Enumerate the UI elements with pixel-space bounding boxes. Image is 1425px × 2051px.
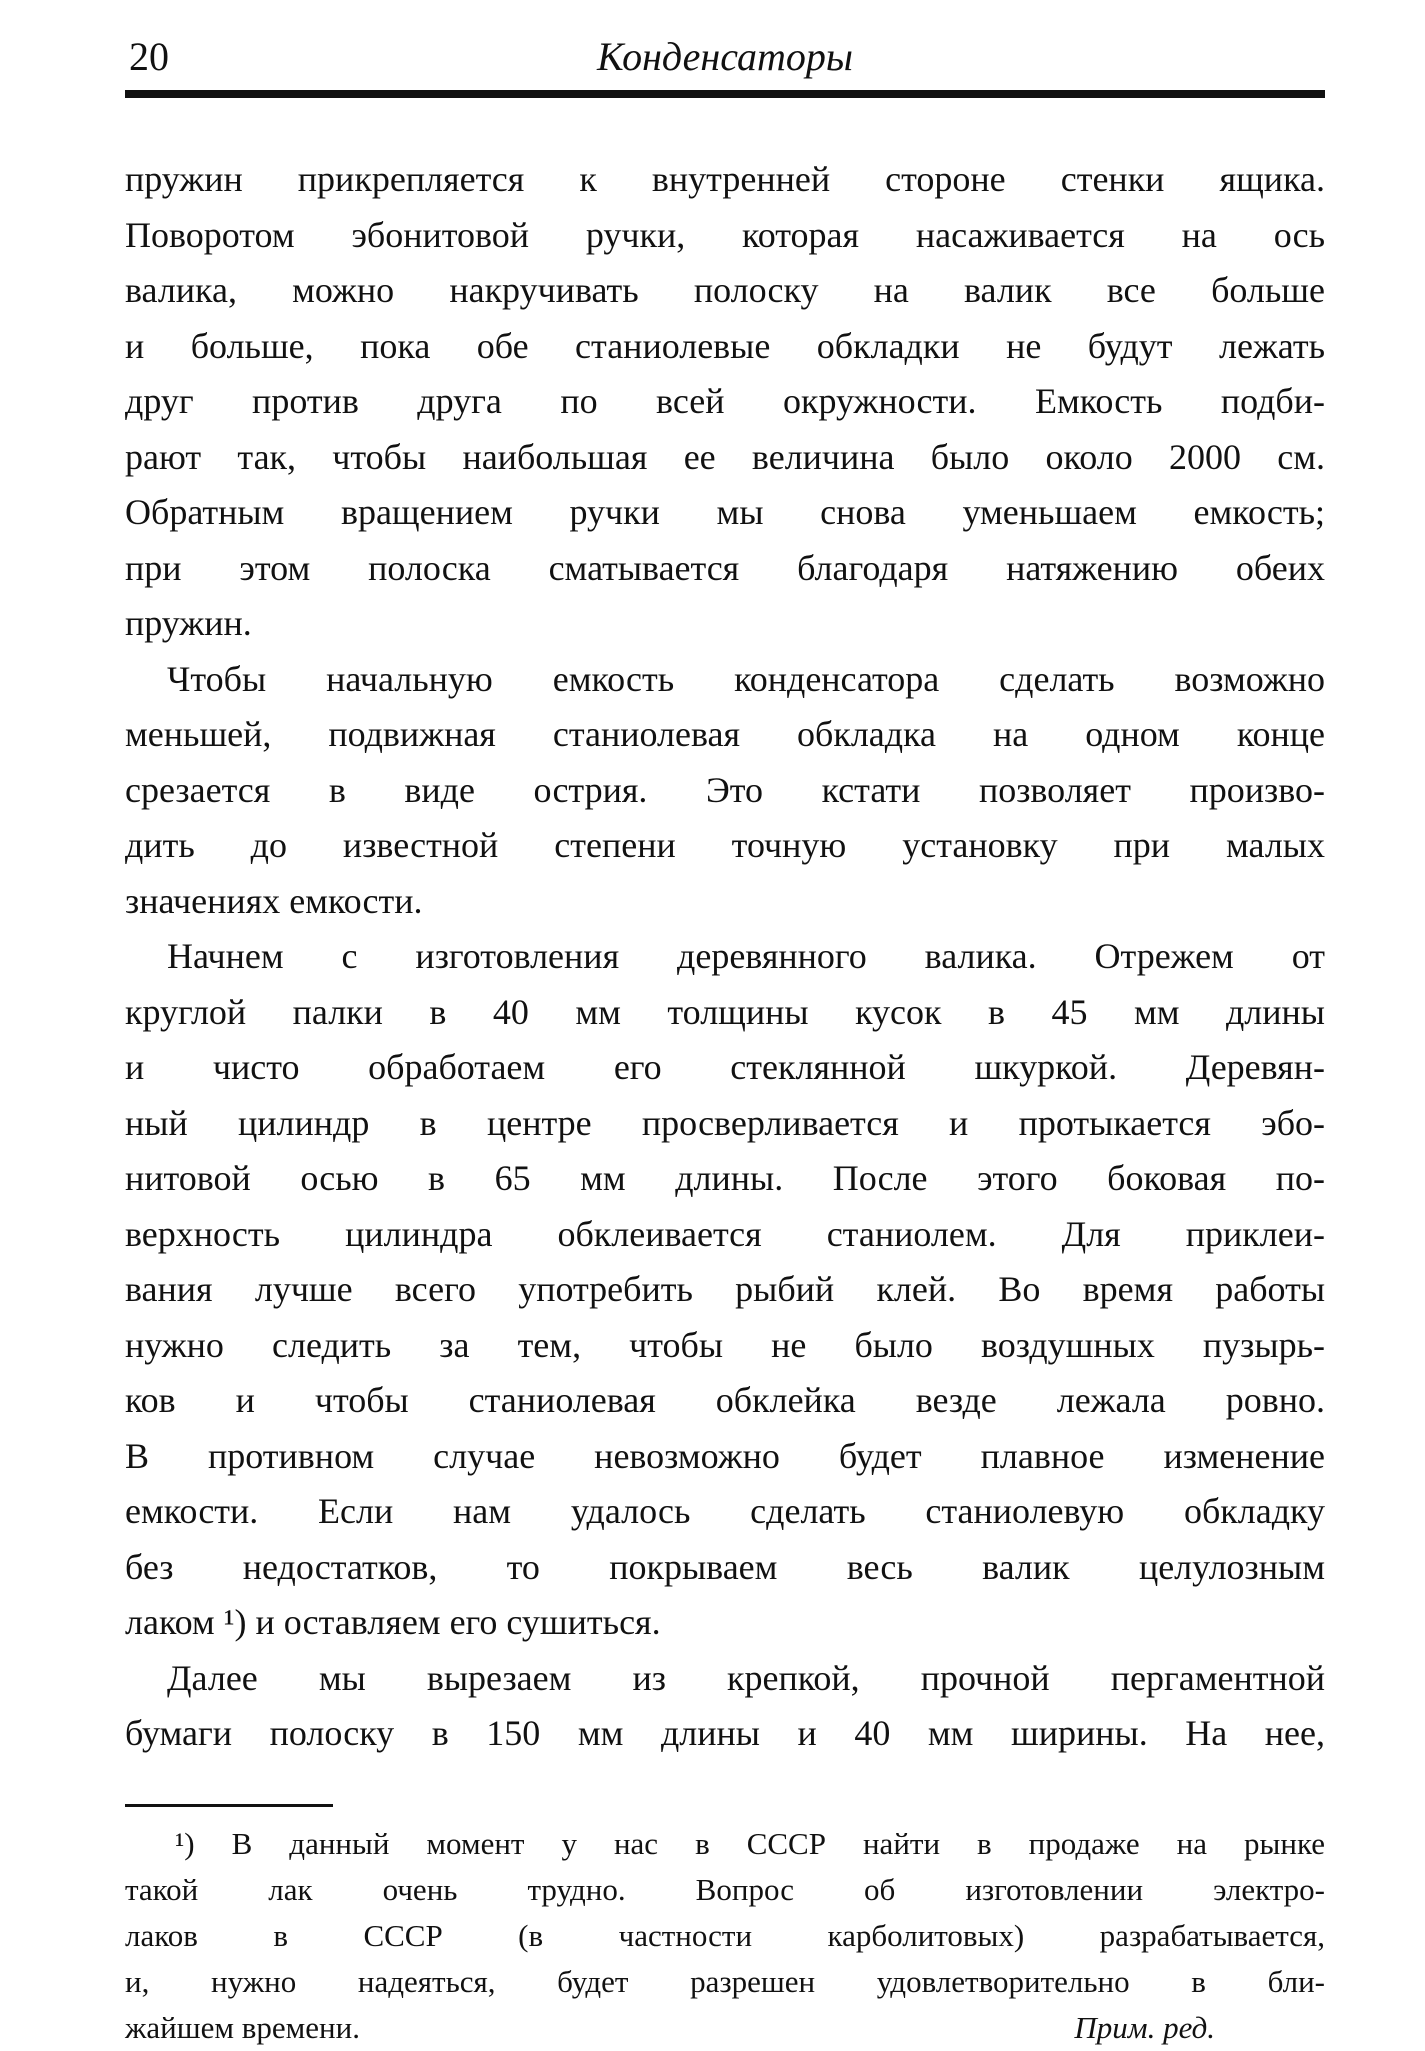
text-line: без недостатков, то покрываем весь валик целулозным <box>125 1546 1325 1587</box>
text-line: емкости. Если нам удалось сделать станиолевую обкладку <box>125 1491 1325 1531</box>
footnote <box>125 1821 1325 2051</box>
running-title: Конденсаторы <box>597 34 853 79</box>
text-line: Поворотом эбонитовой ручки, которая насаживается на ось <box>125 214 1325 255</box>
editor-note: Прим. ред. <box>1074 2009 1215 2045</box>
footnote-last-line <box>125 2005 1325 2051</box>
text-line: нитовой осью в 65 мм длины. После этого боковая по- <box>125 1158 1325 1198</box>
text-line: и больше, пока обе станиолевые обкладки не будут лежать <box>125 325 1325 366</box>
text-line: Начнем с изготовления деревянного валика. Отрежем от <box>167 936 1325 976</box>
paragraph-3 <box>125 929 1325 1651</box>
text-line: Далее мы вырезаем из крепкой, прочной пергаментной <box>167 1657 1325 1698</box>
text-line: лаком ¹) и оставляем его сушиться. <box>125 1602 661 1642</box>
text-line: значениях емкости. <box>125 880 423 921</box>
text-line: ков и чтобы станиолевая обклейка везде лежала ровно. <box>125 1380 1325 1420</box>
text-line: вания лучше всего употребить рыбий клей. Во время работы <box>125 1269 1325 1309</box>
text-line: бумаги полоску в 150 мм длины и 40 мм ширины. На нее, <box>125 1713 1325 1753</box>
text-line: верхность цилиндра обклеивается станиолем. Для приклеи- <box>125 1213 1325 1254</box>
page-number: 20 <box>129 34 169 79</box>
text-line: друг против друга по всей окружности. Емкость подби- <box>125 381 1325 421</box>
text-line: рают так, чтобы наибольшая ее величина было около 2000 см. <box>125 436 1325 477</box>
text-line: нужно следить за тем, чтобы не было воздушных пузырь- <box>125 1324 1325 1365</box>
text-line: при этом полоска сматывается благодаря натяжению обеих <box>125 547 1325 588</box>
text-line: пружин прикрепляется к внутренней стороне стенки ящика. <box>125 159 1325 199</box>
text-line: Обратным вращением ручки мы снова уменьшаем емкость; <box>125 492 1325 532</box>
page-header <box>125 28 1325 86</box>
body-text <box>125 152 1325 1762</box>
text-line: срезается в виде острия. Это кстати позволяет произво- <box>125 769 1325 810</box>
footnote-line: и, нужно надеяться, будет разрешен удовлетворительно в бли- <box>125 1963 1325 1999</box>
text-line: меньшей, подвижная станиолевая обкладка на одном конце <box>125 714 1325 754</box>
text-line: В противном случае невозможно будет плавное изменение <box>125 1435 1325 1476</box>
footnote-rule <box>125 1804 333 1807</box>
text-line: ный цилиндр в центре просверливается и протыкается эбо- <box>125 1102 1325 1143</box>
footnote-line: такой лак очень трудно. Вопрос об изготовлении электро- <box>125 1871 1325 1907</box>
text-line: круглой палки в 40 мм толщины кусок в 45 мм длины <box>125 991 1325 1032</box>
paragraph-4 <box>125 1651 1325 1762</box>
text-line: пружин. <box>125 603 252 643</box>
text-line: дить до известной степени точную установку при малых <box>125 825 1325 865</box>
book-page <box>125 28 1325 2051</box>
text-line: валика, можно накручивать полоску на валик все больше <box>125 270 1325 310</box>
footnote-line: жайшем времени. <box>125 2009 360 2045</box>
footnote-line: лаков в СССР (в частности карболитовых) разрабатывается, <box>125 1917 1325 1953</box>
footnote-line: ¹) В данный момент у нас в СССР найти в продаже на рынке <box>175 1825 1325 1861</box>
paragraph-2 <box>125 652 1325 930</box>
header-rule <box>125 90 1325 98</box>
text-line: Чтобы начальную емкость конденсатора сделать возможно <box>167 658 1325 699</box>
paragraph-1 <box>125 152 1325 652</box>
text-line: и чисто обработаем его стеклянной шкуркой. Деревян- <box>125 1047 1325 1087</box>
